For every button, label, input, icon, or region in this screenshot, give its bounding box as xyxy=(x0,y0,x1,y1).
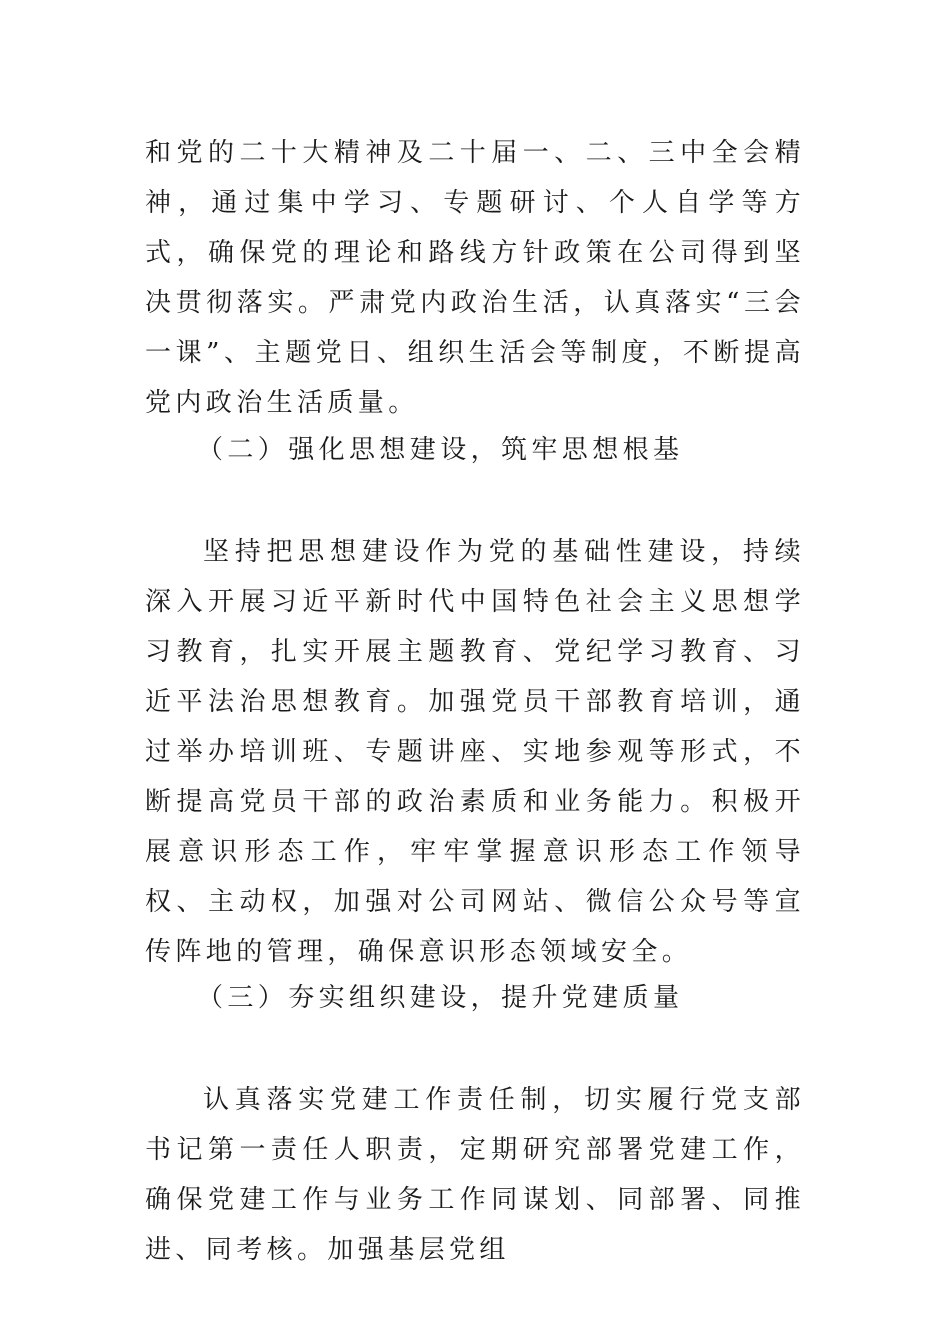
section-body-3: 认真落实党建工作责任制，切实履行党支部书记第一责任人职责，定期研究部署党建工作，确保党建工作与业务工作同谋划、同部署、同推进、同考核。加强基层党组 xyxy=(145,1085,805,1265)
section-heading-2: （二）强化思想建设，筑牢思想根基 xyxy=(197,435,684,465)
section-body-2: 坚持把思想建设作为党的基础性建设，持续深入开展习近平新时代中国特色社会主义思想学习教育，扎实开展主题教育、党纪学习教育、习近平法治思想教育。加强党员干部教育培训，通过举办培训班、专题讲座、实地参观等形式，不断提高党员干部的政治素质和业务能力。积极开展意识形态工作，牢牢掌握意识形态工作领导权、主动权，加强对公司网站、微信公众号等宣传阵地的管理，确保意识形态领域安全。 xyxy=(145,537,805,967)
section-heading-3: （三）夯实组织建设，提升党建质量 xyxy=(197,983,684,1013)
paragraph-continued: 和党的二十大精神及二十届一、二、三中全会精神，通过集中学习、专题研讨、个人自学等方式，确保党的理论和路线方针政策在公司得到坚决贯彻落实。严肃党内政治生活，认真落实“三会一课”、主题党日、组织生活会等制度，不断提高党内政治生活质量。 xyxy=(145,138,805,418)
